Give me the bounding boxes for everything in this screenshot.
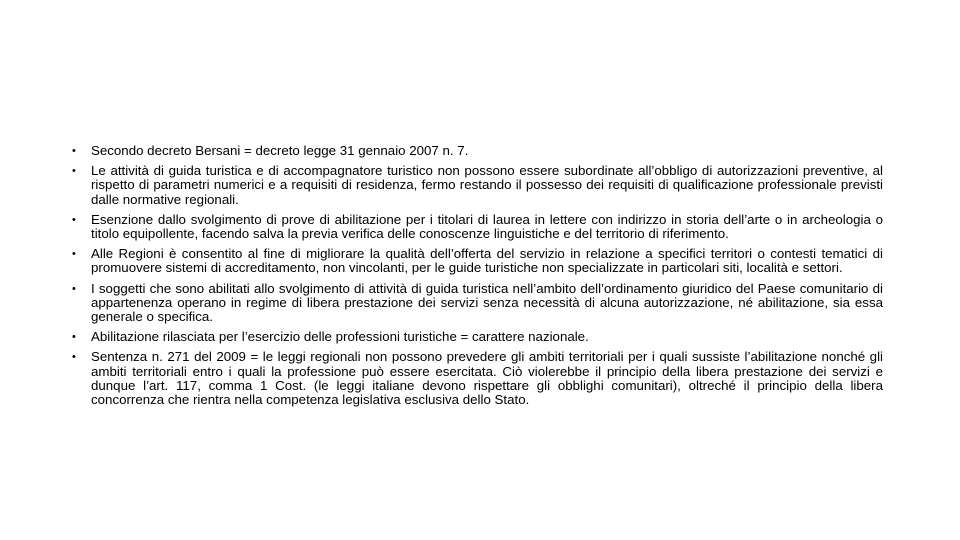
bullet-item-autorizzazioni bbox=[72, 164, 883, 207]
bullet-item-sentenza bbox=[72, 350, 883, 407]
bullet-dot: • bbox=[72, 165, 76, 178]
bullet-text: Le attività di guida turistica e di accompagnatore turistico non possono essere subordinate all’obbligo di autorizzazioni preventive, al rispetto di parametri numerici e a requisiti di residenza, fermo restando il possesso dei requisiti di qualificazione professionale previsti dalle normative regionali. bbox=[91, 163, 883, 207]
bullet-item-abilitazione bbox=[72, 330, 883, 344]
bullet-dot: • bbox=[72, 351, 76, 364]
bullet-dot: • bbox=[72, 248, 76, 261]
bullet-item-decreto-bersani bbox=[72, 144, 883, 158]
bullet-dot: • bbox=[72, 282, 76, 295]
bullet-dot: • bbox=[72, 331, 76, 344]
bullet-item-esenzione bbox=[72, 213, 883, 241]
bullet-text: Alle Regioni è consentito al fine di migliorare la qualità dell’offerta del servizio in relazione a specifici territori o contesti tematici di promuovere sistemi di accreditamento, non vincolanti, per le guide turistiche non specializzate in particolari siti, località e settori. bbox=[91, 246, 883, 276]
bullet-text: Sentenza n. 271 del 2009 = le leggi regionali non possono prevedere gli ambiti territoriali per i quali sussiste l’abilitazione nonché gli ambiti territoriali entro i quali la professione può essere esercitata. Ciò violerebbe il principio della libera prestazione dei servizi e dunque l’art. 117, comma 1 Cost. (le leggi italiane devono rispettare gli obblighi comunitari), oltreché il principio della libera concorrenza che rientra nella competenza legislativa esclusiva dello Stato. bbox=[91, 349, 883, 408]
bullet-item-regioni bbox=[72, 247, 883, 275]
bullet-item-soggetti-abilitati bbox=[72, 282, 883, 325]
bullet-dot: • bbox=[72, 213, 76, 226]
bullet-text: I soggetti che sono abilitati allo svolgimento di attività di guida turistica nell’ambito dell’ordinamento giuridico del Paese comunitario di appartenenza operano in regime di libera prestazione dei servizi senza necessità di alcuna autorizzazione, né abilitazione, sia essa generale o specifica. bbox=[91, 280, 883, 325]
bullet-list bbox=[72, 144, 883, 413]
bullet-dot: • bbox=[72, 145, 76, 157]
bullet-text: Secondo decreto Bersani = decreto legge 31 gennaio 2007 n. 7. bbox=[91, 143, 469, 158]
bullet-text: Esenzione dallo svolgimento di prove di abilitazione per i titolari di laurea in lettere con indirizzo in storia dell’arte o in archeologia o titolo equipollente, facendo salva la previa verifica delle conoscenze linguistiche e del territorio di riferimento. bbox=[91, 211, 883, 242]
bullet-text: Abilitazione rilasciata per l’esercizio delle professioni turistiche = carattere nazionale. bbox=[91, 329, 589, 345]
